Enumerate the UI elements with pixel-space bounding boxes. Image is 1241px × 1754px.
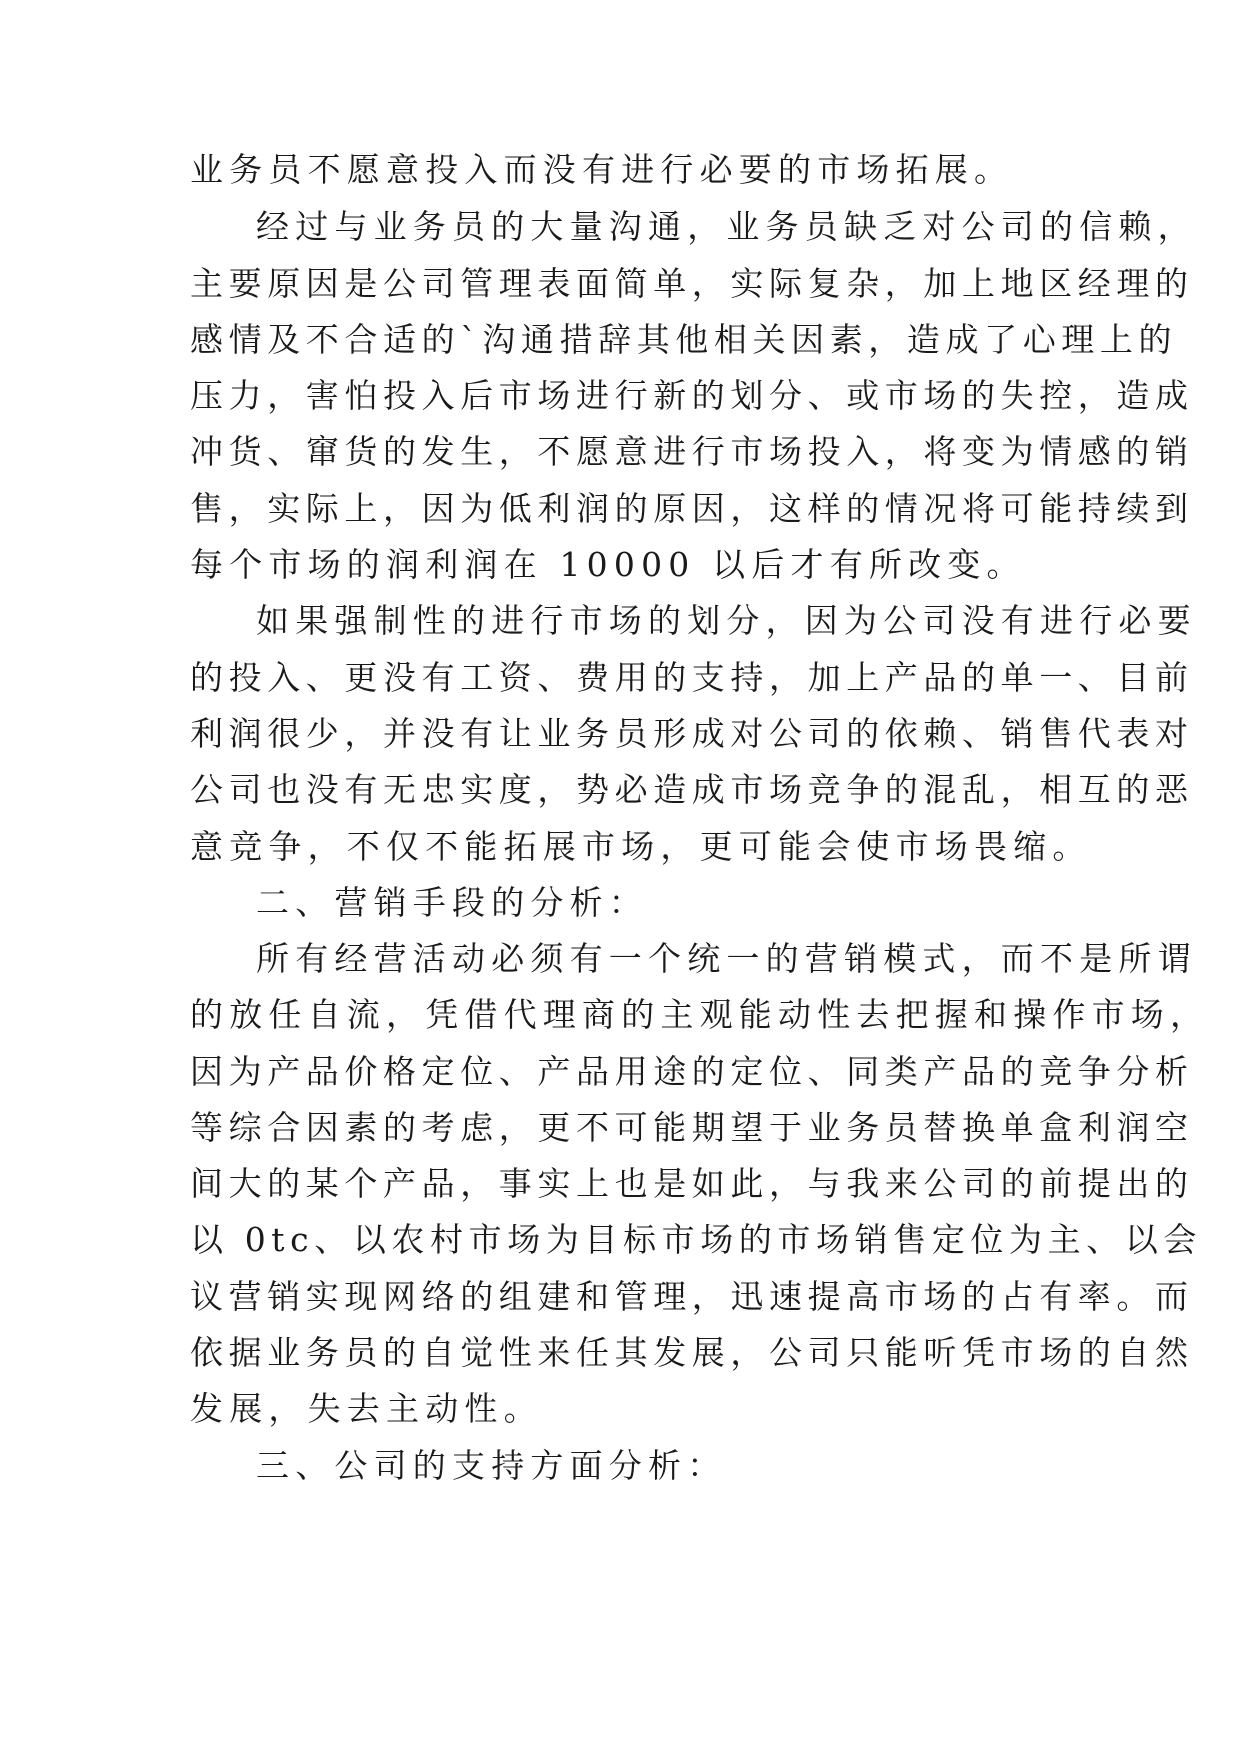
paragraph-start: 经过与业务员的大量沟通，业务员缺乏对公司的信赖， — [256, 207, 1197, 246]
text-line: 等综合因素的考虑，更不可能期望于业务员替换单盒利润空 — [190, 1108, 1194, 1147]
text-line: 依据业务员的自觉性来任其发展，公司只能听凭市场的自然 — [190, 1333, 1194, 1372]
section-heading: 三、公司的支持方面分析： — [256, 1446, 727, 1485]
text-line: 意竞争，不仅不能拓展市场，更可能会使市场畏缩。 — [190, 827, 1092, 866]
paragraph-start: 如果强制性的进行市场的划分，因为公司没有进行必要 — [256, 601, 1197, 640]
text-line: 因为产品价格定位、产品用途的定位、同类产品的竞争分析 — [190, 1052, 1194, 1091]
text-line: 利润很少，并没有让业务员形成对公司的依赖、销售代表对 — [190, 714, 1194, 753]
section-heading: 二、营销手段的分析： — [256, 883, 648, 922]
text-line: 发展，失去主动性。 — [190, 1389, 543, 1428]
paragraph-start: 所有经营活动必须有一个统一的营销模式，而不是所谓 — [256, 939, 1197, 978]
text-line: 的放任自流，凭借代理商的主观能动性去把握和操作市场， — [190, 995, 1210, 1034]
text-line: 压力，害怕投入后市场进行新的划分、或市场的失控，造成 — [190, 376, 1194, 415]
text-line: 以 0tc、以农村市场为目标市场的市场销售定位为主、以会 — [190, 1220, 1203, 1259]
text-line: 的投入、更没有工资、费用的支持，加上产品的单一、目前 — [190, 658, 1194, 697]
text-line: 售，实际上，因为低利润的原因，这样的情况将可能持续到 — [190, 489, 1194, 528]
text-line: 议营销实现网络的组建和管理，迅速提高市场的占有率。而 — [190, 1277, 1194, 1316]
text-line: 每个市场的润利润在 10000 以后才有所改变。 — [190, 545, 1026, 584]
text-line: 公司也没有无忠实度，势必造成市场竞争的混乱，相互的恶 — [190, 770, 1194, 809]
text-line: 感情及不合适的`沟通措辞其他相关因素，造成了心理上的 — [190, 320, 1178, 359]
text-line: 间大的某个产品，事实上也是如此，与我来公司的前提出的 — [190, 1164, 1194, 1203]
text-line: 主要原因是公司管理表面简单，实际复杂，加上地区经理的 — [190, 264, 1194, 303]
text-line: 冲货、窜货的发生，不愿意进行市场投入，将变为情感的销 — [190, 432, 1194, 471]
text-line: 业务员不愿意投入而没有进行必要的市场拓展。 — [190, 150, 1014, 189]
